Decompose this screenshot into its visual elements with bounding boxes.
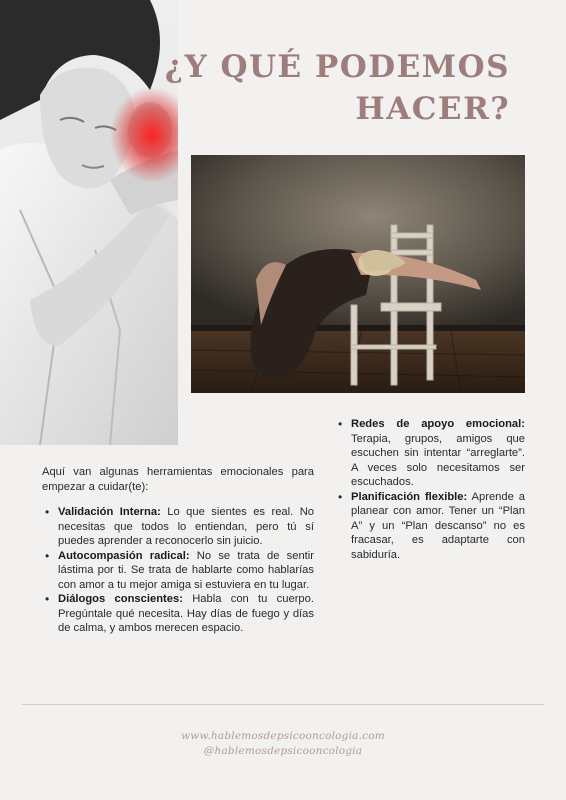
list-item-planificacion bbox=[335, 490, 525, 563]
list-item-title: Diálogos conscientes: bbox=[58, 593, 183, 605]
tools-list-left bbox=[42, 505, 314, 636]
list-item-title: Validación Interna: bbox=[58, 506, 161, 518]
list-item-text: Aprende a planear con amor. Tener un “Plan A” y un “Plan descanso” no es fracasar, es adaptarte con sabiduría. bbox=[351, 490, 525, 561]
list-item-title: Redes de apoyo emocional: bbox=[351, 418, 525, 430]
woman-leaning-on-chair-photo bbox=[191, 155, 525, 393]
footer-divider bbox=[22, 704, 544, 705]
list-item-text: No se trata de sentir lástima por ti. Se trata de hablarte como hablarías con amor a tu mejor amiga si estuviera en tu lugar. bbox=[58, 549, 314, 591]
list-item-text: Habla con tu cuerpo. Pregúntale qué necesita. Hay días de fuego y días de calma, y ambos merecen espacio. bbox=[58, 593, 314, 634]
page-title-line-2: HACER? bbox=[355, 91, 510, 127]
footer-social-handle[interactable]: @hablemosdepsicooncologia bbox=[203, 745, 363, 757]
list-item-dialogos bbox=[42, 592, 314, 636]
list-item-autocompasion bbox=[42, 549, 314, 593]
intro-text: Aquí van algunas herramientas emocionales para empezar a cuidar(te): bbox=[42, 466, 314, 493]
list-item-text: Lo que sientes es real. No necesitas que todos lo entiendan, pero tú sí puedes aprender a reconocerlo sin juicio. bbox=[58, 506, 315, 547]
list-item-redes bbox=[335, 417, 525, 490]
page-title bbox=[150, 46, 510, 130]
list-item-title: Planificación flexible: bbox=[351, 490, 468, 503]
list-item-validacion bbox=[42, 505, 314, 549]
page-title-line-1: ¿Y QUÉ PODEMOS bbox=[164, 49, 510, 85]
footer-website-link[interactable]: www.hablemosdepsicooncologia.com bbox=[181, 730, 385, 742]
list-item-text: Terapia, grupos, amigos que escuchen sin intentar “arreglarte”. A veces solo necesitamos ser escuchados. bbox=[351, 432, 525, 488]
tools-list-right bbox=[335, 417, 525, 562]
list-item-title: Autocompasión radical: bbox=[58, 549, 190, 562]
